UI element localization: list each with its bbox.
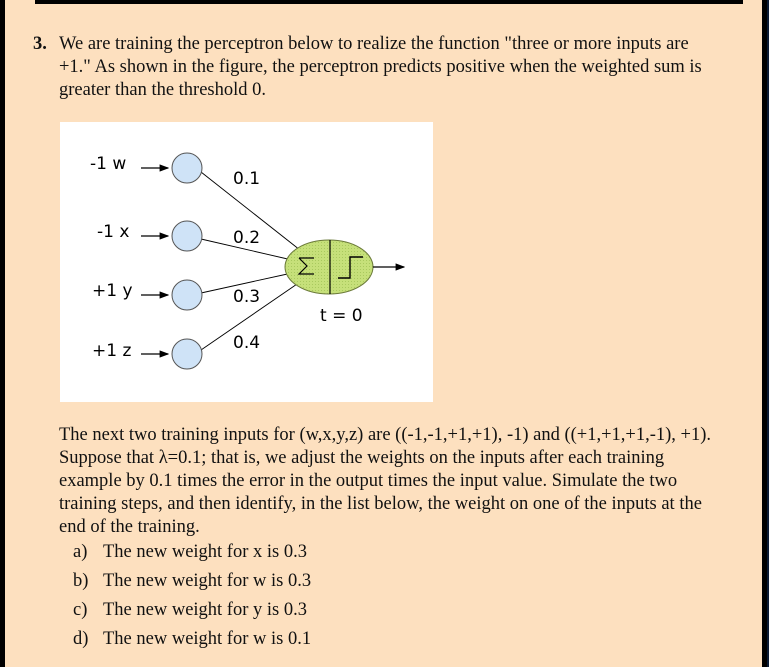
option-letter: b) [73, 571, 89, 591]
question-intro: We are training the perceptron below to realize the function "three or more inputs are +1." As shown in the figure, the perceptron predicts positive when the weighted sum is greater than the threshold 0. [59, 34, 702, 100]
option-text: The new weight for w is 0.3 [103, 571, 312, 591]
weight-z: 0.4 [233, 333, 261, 353]
weight-x: 0.2 [233, 228, 261, 248]
option-text: The new weight for w is 0.1 [103, 629, 312, 649]
option-text: The new weight for y is 0.3 [103, 600, 307, 620]
weight-connections [201, 169, 300, 353]
weight-w: 0.1 [233, 169, 261, 189]
option-letter: c) [73, 600, 88, 620]
input-label-z: +1 z [92, 341, 132, 361]
input-label-w: -1 w [90, 154, 127, 174]
question-number: 3. [33, 34, 47, 54]
question-body: The next two training inputs for (w,x,y,z) are ((-1,-1,+1,+1), -1) and ((+1,+1,+1,-1), +1). Suppose that λ=0.1; that is, we adjust the weights on the inputs after each training example by 0.1 times the error in the output times the input value. Simulate the two training steps, and then identify, in the list below, the weight on one of the inputs at the end of the training. [59, 425, 712, 537]
option-text: The new weight for x is 0.3 [103, 542, 307, 562]
neuron [285, 240, 404, 294]
perceptron-figure [60, 122, 433, 402]
top-divider [35, 0, 743, 4]
option-letter: d) [73, 629, 89, 649]
input-arrows [141, 168, 168, 354]
input-nodes [172, 153, 202, 369]
input-label-y: +1 y [92, 281, 133, 301]
weight-y: 0.3 [233, 287, 261, 307]
input-label-x: -1 x [97, 222, 130, 242]
option-letter: a) [73, 542, 88, 562]
threshold-label: t = 0 [320, 306, 363, 326]
